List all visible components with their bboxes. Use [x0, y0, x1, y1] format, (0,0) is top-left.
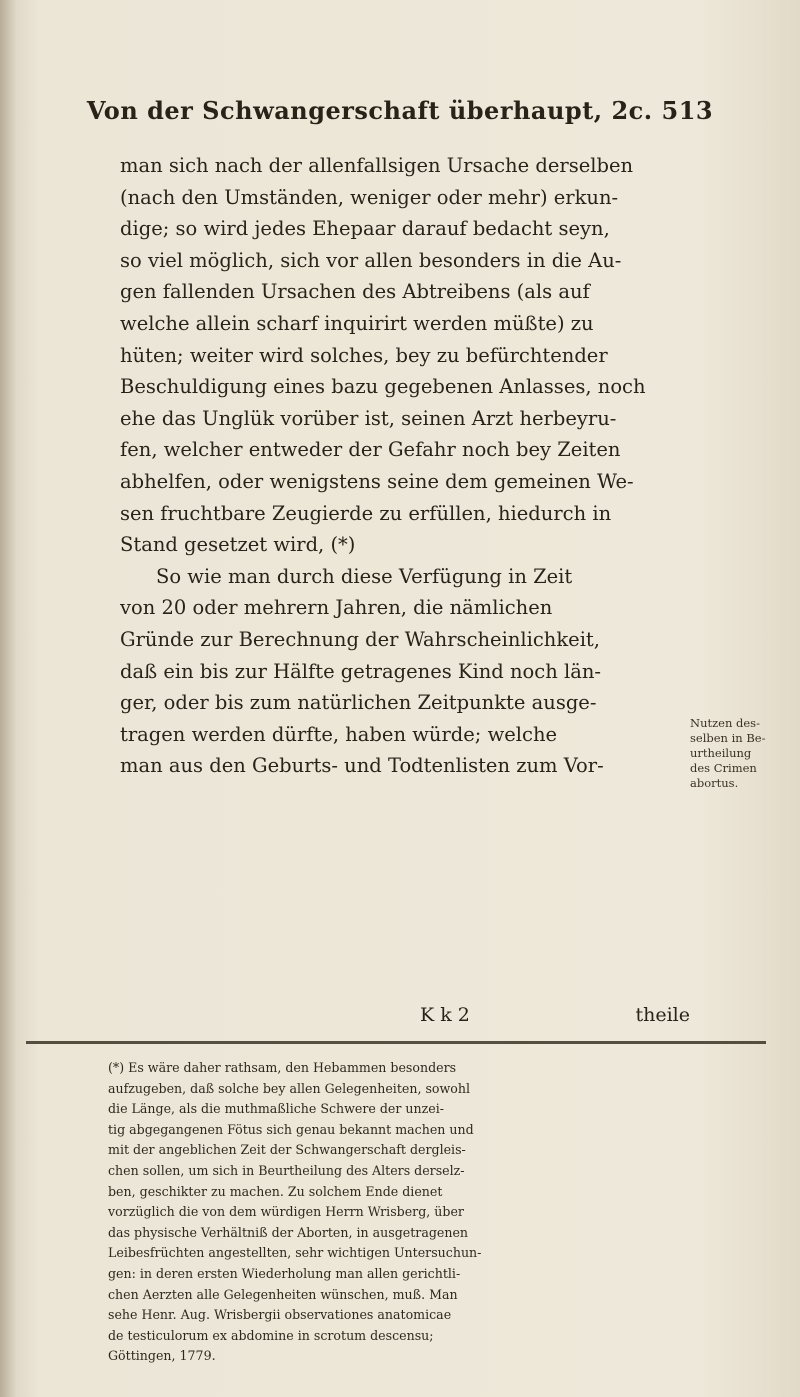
- text-line: gen fallenden Ursachen des Abtreibens (als auf: [120, 280, 590, 304]
- text-line: abhelfen, oder wenigstens seine dem gemeinen We-: [120, 469, 634, 493]
- text-line: (nach den Umständen, weniger oder mehr) erkun-: [120, 185, 619, 209]
- marginal-note: [690, 716, 780, 791]
- marginal-note-line: Nutzen des-: [690, 716, 760, 730]
- marginal-note-line: selben in Be-: [690, 731, 766, 745]
- footnote-line: sehe Henr. Aug. Wrisbergii observationes anatomicae: [108, 1307, 452, 1323]
- footnote-line: gen: in deren ersten Wiederholung man allen gerichtli-: [108, 1265, 461, 1281]
- text-line: ger, oder bis zum natürlichen Zeitpunkte ausge-: [120, 691, 597, 715]
- text-line: man aus den Geburts- und Todtenlisten zum Vor-: [120, 754, 604, 778]
- footnote-line: vorzüglich die von dem würdigen Herrn Wrisberg, über: [108, 1204, 464, 1220]
- signature-mark: K k 2: [420, 1004, 470, 1026]
- text-line: daß ein bis zur Hälfte getragenes Kind noch län-: [120, 659, 601, 683]
- marginal-note-line: abortus.: [690, 776, 739, 790]
- running-header: Von der Schwangerschaft überhaupt, 2c. 513: [86, 96, 714, 125]
- footnote-line: Göttingen, 1779.: [108, 1348, 216, 1364]
- book-spine-shadow: [0, 0, 16, 1397]
- footnote-divider: [26, 1041, 766, 1044]
- footnote-line: das physische Verhältniß der Aborten, in ausgetragenen: [108, 1224, 469, 1240]
- text-line: dige; so wird jedes Ehepaar darauf bedacht seyn,: [120, 217, 610, 241]
- footnote-line: chen sollen, um sich in Beurtheilung des Alters derselz-: [108, 1162, 465, 1178]
- marginal-note-line: des Crimen: [690, 761, 757, 775]
- marginal-note-line: urtheilung: [690, 746, 752, 760]
- footnote-line: die Länge, als die muthmaßliche Schwere der unzei-: [108, 1101, 444, 1117]
- footnote-line: aufzugeben, daß solche bey allen Gelegenheiten, sowohl: [108, 1080, 471, 1096]
- text-line: So wie man durch diese Verfügung in Zeit: [156, 564, 573, 588]
- text-line: welche allein scharf inquirirt werden müßte) zu: [120, 311, 594, 335]
- text-line: Stand gesetzet wird, (*): [120, 533, 356, 557]
- catchword: theile: [635, 1004, 690, 1026]
- text-line: man sich nach der allenfallsigen Ursache derselben: [120, 154, 634, 177]
- text-line: hüten; weiter wird solches, bey zu befürchtender: [120, 343, 608, 367]
- footnote-line: de testiculorum ex abdomine in scrotum descensu;: [108, 1327, 434, 1343]
- text-line: fen, welcher entweder der Gefahr noch bey Zeiten: [120, 438, 621, 462]
- text-line: so viel möglich, sich vor allen besonders in die Au-: [120, 248, 622, 272]
- footnote: [108, 1058, 768, 1367]
- text-line: ehe das Unglük vorüber ist, seinen Arzt herbeyru-: [120, 406, 617, 430]
- footnote-line: mit der angeblichen Zeit der Schwangerschaft dergleis-: [108, 1142, 466, 1158]
- text-line: von 20 oder mehrern Jahren, die nämlichen: [120, 596, 553, 620]
- footnote-line: chen Aerzten alle Gelegenheiten wünschen, muß. Man: [108, 1286, 458, 1302]
- footnote-line: Leibesfrüchten angestellten, sehr wichtigen Untersuchun-: [108, 1245, 482, 1261]
- text-line: Gründe zur Berechnung der Wahrscheinlichkeit,: [120, 627, 600, 651]
- text-line: sen fruchtbare Zeugierde zu erfüllen, hiedurch in: [120, 501, 612, 525]
- main-text: [120, 150, 690, 782]
- footnote-line: (*) Es wäre daher rathsam, den Hebammen besonders: [108, 1060, 457, 1075]
- text-line: tragen werden dürfte, haben würde; welche: [120, 722, 558, 746]
- text-line: Beschuldigung eines bazu gegebenen Anlasses, noch: [120, 375, 646, 399]
- footnote-line: ben, geschikter zu machen. Zu solchem Ende dienet: [108, 1183, 443, 1199]
- footnote-line: tig abgegangenen Fötus sich genau bekannt machen und: [108, 1121, 474, 1137]
